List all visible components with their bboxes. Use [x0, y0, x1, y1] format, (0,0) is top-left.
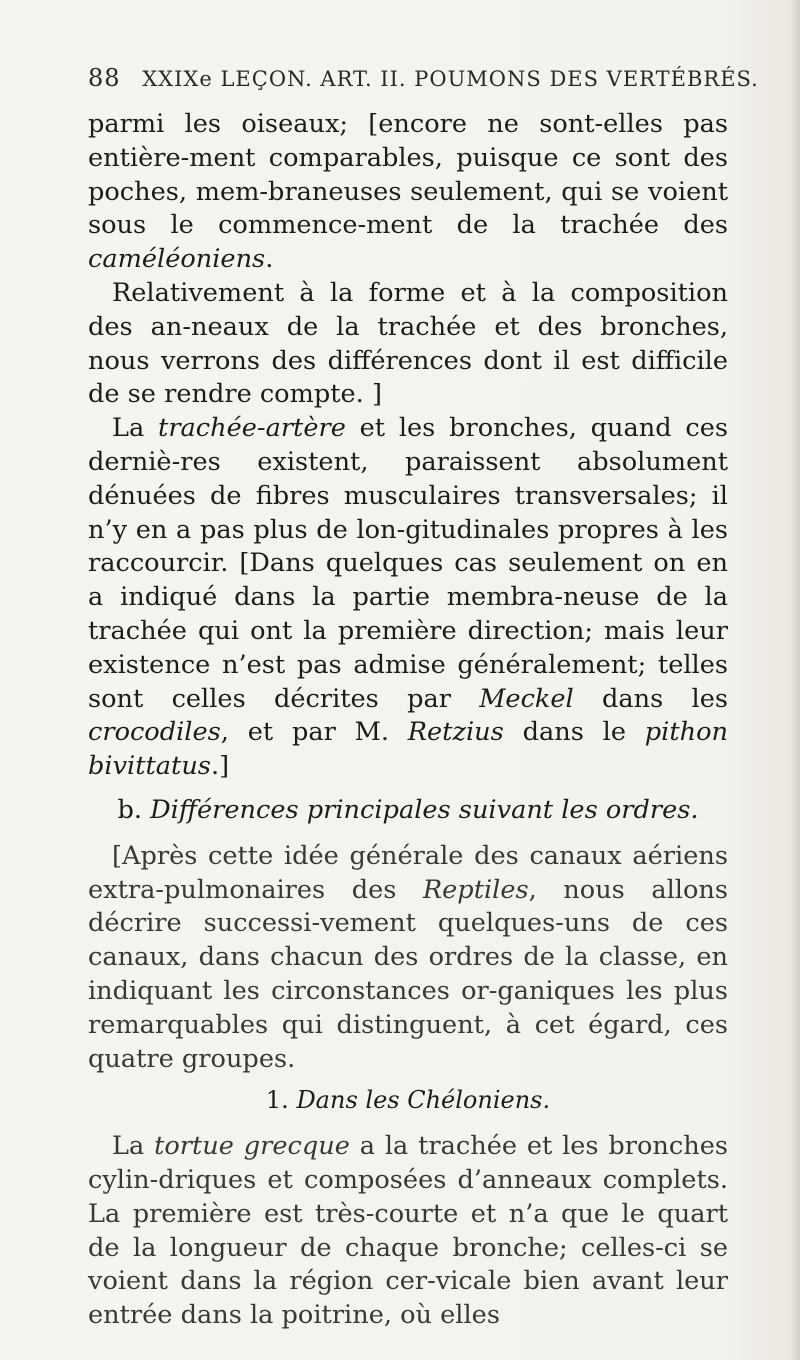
paragraph-5: [88, 1130, 728, 1333]
subheading-label: 1.: [265, 1086, 289, 1115]
running-header: [88, 64, 759, 92]
text-run: dans les: [573, 683, 728, 714]
page-edge-shadow: [790, 0, 800, 1360]
italic-term: trachée-artère: [158, 413, 346, 444]
subheading-label: b.: [117, 794, 143, 825]
subheading-title: Différences principales suivant les ordres.: [150, 794, 699, 825]
subheading-1: [88, 1084, 728, 1118]
paragraph-1: [88, 108, 728, 277]
text-run: et les bronches, quand ces derniè-res existent, paraissent absolument dénuées de fibres musculaires transversales; il n’y en a pas plus de lon-gitudinales propres à les raccourcir. [Dans quelques cas seulement on en a indiqué dans la partie membra-neuse de la trachée qui ont la première direction; mais leur existence n’est pas admise généralement; telles sont celles décrites par: [88, 413, 728, 714]
italic-term: pithon bivittatus: [88, 717, 729, 782]
page-body: [88, 108, 728, 1333]
italic-term: caméléoniens: [88, 244, 266, 275]
text-run: , et par M.: [220, 717, 408, 748]
subheading-b: [88, 794, 728, 828]
text-run: .: [265, 244, 274, 275]
text-run: La: [112, 1131, 155, 1162]
text-run: a la trachée et les bronches cylin-driques et composées d’anneaux complets. La première est très-courte et n’a que le quart de la longueur de chaque bronche; celles-ci se voient dans la région cer-vicale bien avant leur entrée dans la poitrine, où elles: [88, 1131, 728, 1331]
page-number: 88: [88, 64, 121, 92]
text-run: La: [112, 413, 159, 444]
paragraph-3: [88, 412, 728, 784]
running-title: XXIXe LEÇON. ART. II. POUMONS DES VERTÉBRÉS.: [142, 67, 759, 91]
italic-term: Retzius: [407, 717, 504, 748]
paragraph-4: [88, 840, 728, 1077]
text-run: [Après cette idée générale des canaux aériens extra-pulmonaires des: [88, 840, 728, 905]
text-run: dans le: [503, 717, 645, 748]
italic-term: Meckel: [479, 683, 574, 714]
text-run: parmi les oiseaux; [encore ne sont-elles pas entière-ment comparables, puisque ce sont des poches, mem-braneuses seulement, qui se voient sous le commence-ment de la trachée des: [88, 109, 728, 241]
italic-term: tortue grecque: [154, 1131, 350, 1162]
italic-term: crocodiles: [88, 717, 221, 748]
paragraph-2: Relativement à la forme et à la composition des an-neaux de la trachée et des bronches, nous verrons des différences dont il est difficile de se rendre compte. ]: [88, 277, 728, 410]
text-run: , nous allons décrire successi-vement quelques-uns de ces canaux, dans chacun des ordres de la classe, en indiquant les circonstances or-ganiques les plus remarquables qui distinguent, à cet égard, ces quatre groupes.: [88, 874, 728, 1074]
subheading-title: Dans les Chéloniens.: [296, 1086, 551, 1115]
italic-term: Reptiles: [422, 874, 529, 905]
text-run: .]: [210, 751, 230, 782]
